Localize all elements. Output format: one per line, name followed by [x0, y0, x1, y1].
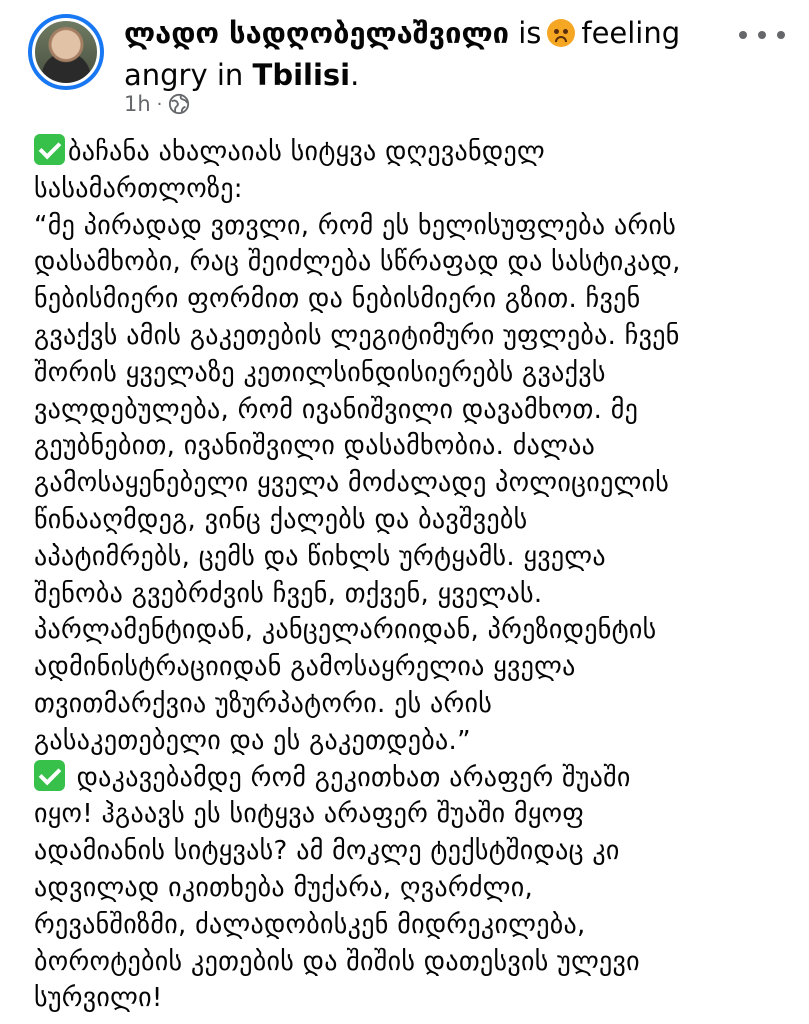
avatar-photo: [32, 18, 100, 86]
more-dot: [777, 31, 785, 39]
post-line: გასაკეთებელი და ეს გაკეთდება.”: [34, 725, 471, 756]
angry-face-icon: [547, 19, 575, 47]
more-options-icon[interactable]: [739, 20, 785, 50]
more-dot: [739, 31, 747, 39]
location-suffix: .: [350, 58, 360, 92]
post-line: თვითმარქვია უზურპატორი. ეს არის: [34, 688, 493, 719]
post-line: დასამხობი, რაც შეიძლება სწრაფად და სასტიკად,: [34, 247, 681, 278]
post-line: რევანშიზმი, ძალადობისკენ მიდრეკილება,: [34, 909, 586, 940]
post-body: [34, 134, 794, 1017]
post-line-text: ბაჩანა ახალაიას სიტყვა დღევანდელ: [68, 137, 545, 167]
author-avatar[interactable]: [28, 14, 104, 90]
post-line: გვაქვს ამის გაკეთების ლეგიტიმური უფლება. ჩვენ: [34, 320, 680, 351]
post-line: ნებისმიერი ფორმით და ნებისმიერი გზით. ჩვენ: [34, 284, 641, 315]
post-line: შენობა გვებრძვის ჩვენ, თქვენ, ყველას.: [34, 578, 543, 609]
author-name[interactable]: ლადო სადღობელაშვილი: [124, 16, 509, 50]
post-line: ადამიანის სიტყვას? ამ მოკლე ტექსტშიდაც კი: [34, 836, 620, 867]
post-line: გეუბნებით, ივანიშვილი დასამხობია. ძალაა: [34, 431, 596, 462]
post-line: პარლამენტიდან, კანცელარიიდან, პრეზიდენტის: [34, 615, 657, 646]
globe-icon[interactable]: [168, 93, 190, 115]
post-line: ადმინისტრაციიდან გამოსაყრელია ყველა: [34, 652, 576, 683]
post-line: სასამართლოზე:: [34, 173, 243, 204]
post-line-text: დაკავებამდე რომ გეკითხათ არაფერ შუაში: [68, 762, 631, 793]
post-line: [34, 760, 794, 797]
post-line: სურვილი!: [34, 983, 163, 1014]
post-line: გამოსაყენებელი ყველა მოძალადე პოლიციელის: [34, 468, 670, 499]
post-line: შორის ყველაზე კეთილსინდისიერებს გვაქვს: [34, 357, 606, 388]
meta-separator: ·: [156, 93, 163, 115]
post-line: იყო! ჰგაავს ეს სიტყვა არაფერ შუაში მყოფ: [34, 799, 585, 830]
post-meta: [124, 92, 190, 116]
is-text: is: [518, 16, 542, 50]
post-line: წინააღმდეგ, ვინც ქალებს და ბავშვებს: [34, 504, 528, 535]
location-link[interactable]: Tbilisi: [252, 58, 351, 92]
post-line: [34, 134, 794, 171]
more-dot: [758, 31, 766, 39]
check-mark-icon: [34, 134, 65, 165]
post-line: “მე პირადად ვთვლი, რომ ეს ხელისუფლება არის: [34, 210, 677, 241]
post-line: ადვილად იკითხება მუქარა, ღვარძლი,: [34, 872, 534, 903]
feeling-text: feeling angry in: [124, 16, 681, 92]
post-line: ბოროტების კეთების და შიშის დათესვის ულევი: [34, 946, 640, 977]
post-header: [0, 0, 809, 122]
post-title-line: [124, 12, 724, 96]
post-line: აპატიმრებს, ცემს და წიხლს ურტყამს. ყველა: [34, 541, 606, 572]
post-line: ვალდებულება, რომ ივანიშვილი დავამხოთ. მე: [34, 394, 639, 425]
check-mark-icon: [34, 760, 65, 791]
post-timestamp[interactable]: 1h: [124, 92, 151, 116]
